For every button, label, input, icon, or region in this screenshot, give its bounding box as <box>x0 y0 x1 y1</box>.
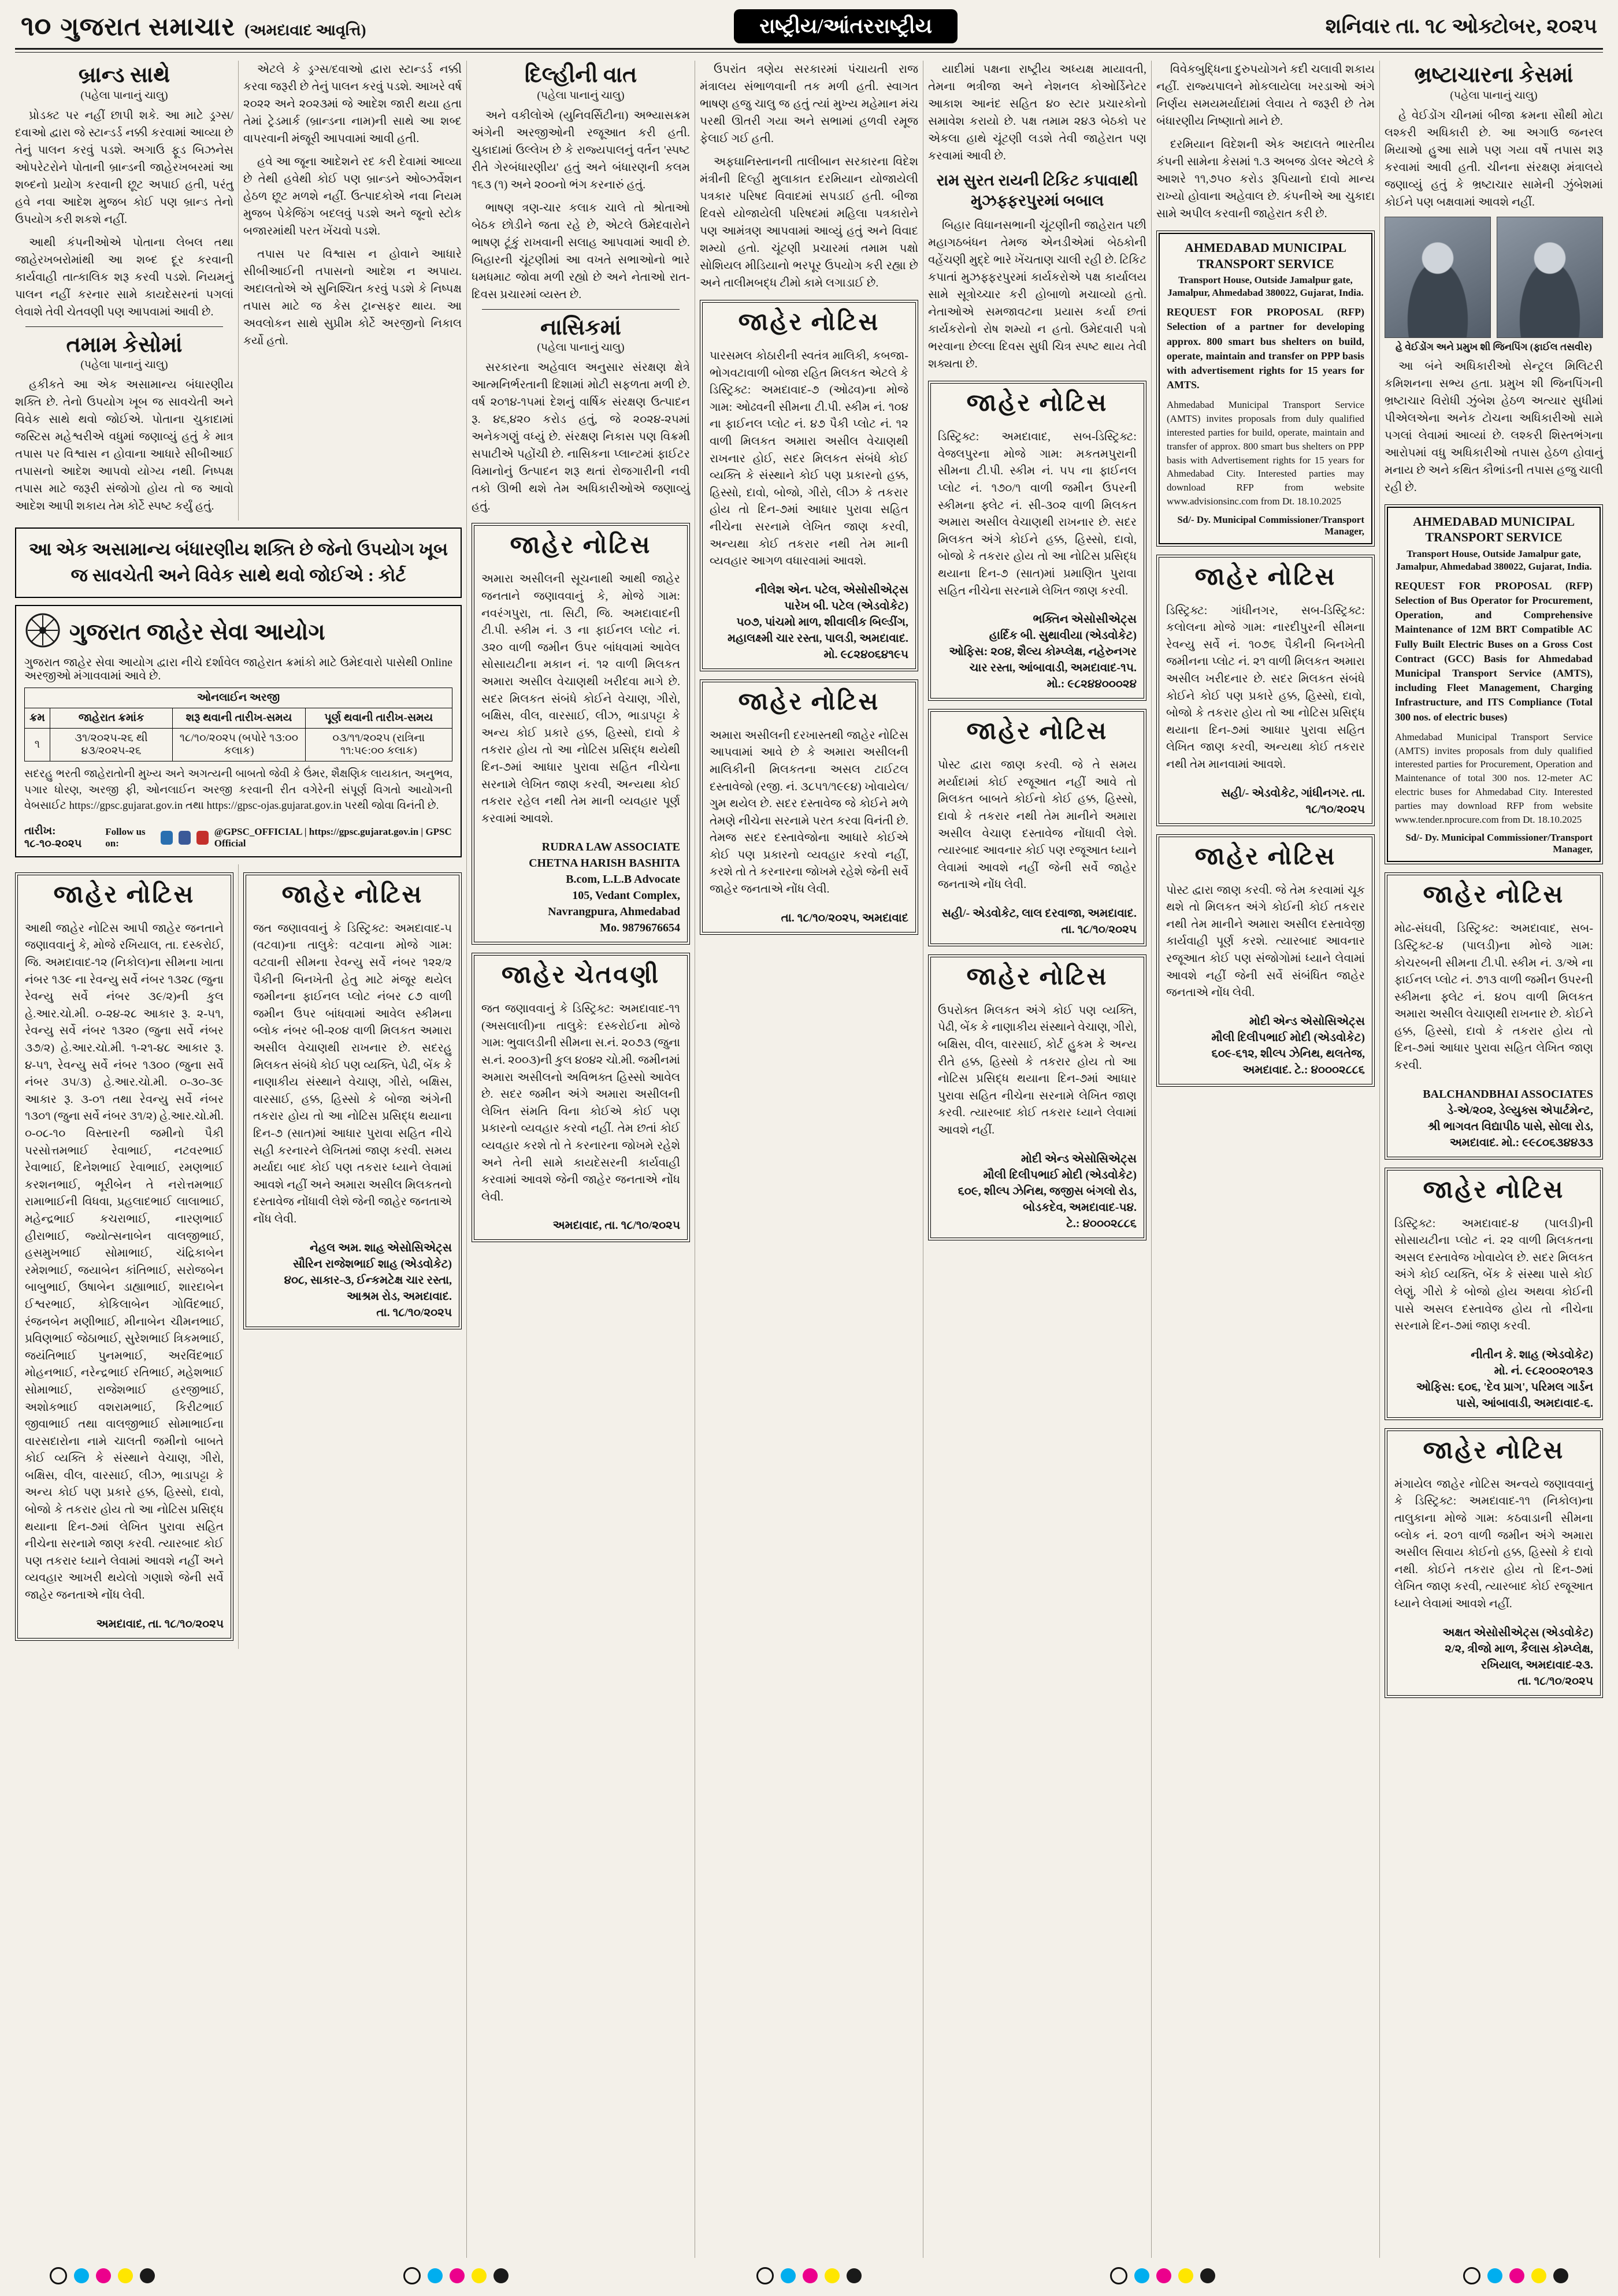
notice-signature <box>1394 1086 1593 1151</box>
continued-from-label: (પહેલા પાનાનું ચાલુ) <box>80 359 168 371</box>
black-dot-icon <box>1200 2268 1215 2283</box>
column-7 <box>1385 61 1603 2258</box>
article-paragraph: વિવેકબુદ્ધિના દુરુપયોગને કદી ચલાવી શકાય નહીં. રાજ્યપાલને મોકલાયેલા ખરડાઓ અંગે નિર્ણય સમયમર્યાદામાં લેવાય તે જરૂરી છે તેમ બંધારણીય નિષ્ણાતો માને છે. <box>1156 63 1375 128</box>
article-continuation <box>1156 61 1375 222</box>
printer-color-marks <box>15 2258 1603 2296</box>
newspaper-title: ગુજરાત સમાચાર <box>60 12 236 41</box>
public-notice <box>928 954 1146 1240</box>
issue-date: શનિવાર તા. ૧૮ ઓક્ટોબર, ૨૦૨૫ <box>1325 14 1597 38</box>
continued-from-label: (પહેલા પાનાનું ચાલુ) <box>537 341 625 354</box>
notice-body: ડિસ્ટ્રિક્ટ: અમદાવાદ-૪ (પાલડી)ની સોસાયટીના પ્લોટ નં. ૨૨ વાળી મિલકતના અસલ દસ્તાવેજ ખોવાયેલ છે. સદર મિલકત અંગે કોઈ વ્યક્તિ, બેંક કે સંસ્થા પાસે કોઈ લેણું, ગીરો કે બોજો હોય અથવા કોઈની પાસે અસલ દસ્તાવેજ હોય તો નીચેના સરનામે દિન-૭માં જાણ કરવી. <box>1394 1217 1593 1333</box>
public-notice <box>15 872 233 1641</box>
notice-signature <box>938 611 1137 692</box>
notice-body: ઉપરોક્ત મિલકત અંગે કોઈ પણ વ્યક્તિ, પેઢી, બેંક કે નાણાકીય સંસ્થાને વેચાણ, ગીરો, બક્ષિસ, વીલ, વારસાઈ, કોર્ટ હુકમ કે અન્ય રીતે હક્ક, હિસ્સો કે તકરાર હોય તો આ નોટિસ પ્રસિદ્ધ થયાના દિન-૭માં આધાર પુરાવા સહિત નીચેના સરનામે લેખિત જાણ કરવી. ત્યારબાદ કોઈ તકરાર ધ્યાને લેવામાં આવશે નહીં. <box>938 1004 1137 1137</box>
table-cell: ૧૮/૧૦/૨૦૨૫ (બપોરે ૧૩:૦૦ કલાક) <box>173 729 305 761</box>
notice-signature: અમદાવાદ, તા. ૧૮/૧૦/૨૦૨૫ <box>552 1219 680 1232</box>
article-paragraph: યાદીમાં પક્ષના રાષ્ટ્રીય અધ્યક્ષ માયાવતી, તેમના ભત્રીજા અને નેશનલ કોઓર્ડિનેટર આકાશ આનંદ સહિત ૪૦ સ્ટાર પ્રચારકોનો સમાવેશ કરાયો છે. પક્ષ તમામ ૨૪૩ બેઠકો પર એકલા હાથે ચૂંટણી લડશે તેવી જાહેરાત પણ કરવામાં આવી છે. <box>928 63 1146 162</box>
amts-organization: AHMEDABAD MUNICIPAL TRANSPORT SERVICE <box>1412 514 1575 545</box>
yellow-dot-icon <box>472 2268 487 2283</box>
notice-signature: સહી/- એડવોકેટ, લાલ દરવાજા, અમદાવાદ. તા. ૧૮/૧૦/૨૦૨૫ <box>941 906 1137 936</box>
article-continuation <box>243 61 462 350</box>
notice-heading: જાહેર નોટિસ <box>966 963 1108 990</box>
amts-rfp-subject: REQUEST FOR PROPOSAL (RFP) Selection of a partner for developing approx. 800 smart bus shelters on build, operate, maintain and transfer on PPP basis with advertisement rights for 15 years for AMTS. <box>1167 306 1364 391</box>
article-all-cases <box>15 333 233 515</box>
public-notice <box>1385 1428 1603 1698</box>
table-cell: ૧ <box>25 729 50 761</box>
column-rule <box>1379 61 1380 2258</box>
notice-signature <box>710 582 908 663</box>
left-pair-top <box>15 61 462 521</box>
gpsc-emblem-icon <box>24 612 61 652</box>
column-2-lower <box>243 864 462 1649</box>
magenta-dot-icon <box>1509 2268 1524 2283</box>
header-rule-thin <box>15 52 1603 53</box>
yellow-dot-icon <box>118 2268 133 2283</box>
amts-signatory: Sd/- Dy. Municipal Commissioner/Transport Manager, <box>1177 514 1364 537</box>
signature-line: ચાર રસ્તા, આંબાવાડી, અમદાવાદ-૧૫. <box>969 662 1137 675</box>
signature-line: ટે.: ૪૦૦૦૨૮૮૬ <box>1066 1217 1137 1230</box>
article-paragraph: અને વકીલોએ (યુનિવર્સિટીના) અભ્યાસક્રમ અંગેની અરજીઓની રજૂઆત કરી હતી. ચુકાદામાં ઉલ્લેખ છે કે રાજ્યપાલનું વર્તન 'સ્પષ્ટ રીતે ગેરબંધારણીય' હતું અને બંધારણની કલમ ૧૬૩ (૧) અને ૨૦૦નો ભંગ કરનારું હતું. <box>472 109 690 191</box>
amts-organization: AHMEDABAD MUNICIPAL TRANSPORT SERVICE <box>1184 240 1347 271</box>
signature-line: અમદાવાદ. મો.: ૯૯૮૦૬૩૪૪૩૩ <box>1449 1136 1593 1149</box>
public-notice <box>928 709 1146 946</box>
header-rule-thick <box>15 48 1603 50</box>
table-cell: ૦૩/૧૧/૨૦૨૫ (રાત્રિના ૧૧:૫૯:૦૦ કલાક) <box>305 729 452 761</box>
column-5 <box>928 61 1146 2258</box>
signature-line: મહાલક્ષ્મી ચાર રસ્તા, પાલડી, અમદાવાદ. <box>728 631 908 645</box>
continued-from-label: (પહેલા પાનાનું ચાલુ) <box>537 89 625 102</box>
notice-signature: તા. ૧૮/૧૦/૨૦૨૫, અમદાવાદ <box>781 911 908 924</box>
notice-body: પોસ્ટ દ્વારા જાણ કરવી. જે તે સમય મર્યાદામાં કોઈ રજૂઆત નહીં આવે તો મિલકત બાબતે કોઈનો કોઈ હક્ક, હિસ્સો, દાવો કે તકરાર નથી તેમ માનીને અમારા અસીલ વેચાણ દસ્તાવેજ નોંધાવી લેશે. ત્યારબાદ આવનાર કોઈ પણ રજૂઆત ધ્યાને લેવામાં આવશે નહીં જેની સર્વે જાહેર જનતાએ નોંધ લેવી. <box>938 759 1137 891</box>
article-subheadline: રામ સુરત રાયની ટિકિટ કપાવાથી મુઝફ્ફરપુરમાં બબાલ <box>936 172 1138 210</box>
amts-rfp-body: Ahmedabad Municipal Transport Service (AMTS) invites proposals from duly qualified interested parties for Procurement, Operation and Maintenance of total 300 nos. 12-meter AC electric buses for Ahmedabad City. Interested parties may download RFP from website www.tender.nprocure.com from Dt. 18.10.2025 <box>1395 731 1593 825</box>
table-cell: ૩૧/૨૦૨૫-૨૬ થી ૪૩/૨૦૨૫-૨૬ <box>50 729 172 761</box>
article-corruption-case <box>1385 63 1603 496</box>
notice-heading: જાહેર નોટિસ <box>53 881 195 908</box>
gpsc-intro: ગુજરાત જાહેર સેવા આયોગ દ્વારા નીચે દર્શાવેલ જાહેરાત ક્રમાંકો માટે ઉમેદવારો પાસેથી Online અરજીઓ મંગાવવામાં આવે છે. <box>24 656 452 683</box>
gpsc-advert-box <box>15 605 462 857</box>
black-dot-icon <box>140 2268 155 2283</box>
amts-rfp-subject: REQUEST FOR PROPOSAL (RFP) Selection of Bus Operator for Procurement, Operation, and Comprehensive Maintenance of 12M BRT Compatible AC Fully Built Electric Buses on a Gross Cost Contract (GCC) Basis for Ahmedabad Municipal Transport Service (AMTS), including Fleet Management, Charging Infrastructure, and ITS Compliance (Total 300 nos. of electric buses) <box>1395 579 1593 723</box>
magenta-dot-icon <box>96 2268 111 2283</box>
signature-line: ભક્તિન એસોસીએટ્સ <box>1033 613 1137 626</box>
signature-line: B.com, L.L.B Advocate <box>566 873 680 886</box>
notice-heading: જાહેર નોટિસ <box>1194 843 1337 870</box>
cyan-dot-icon <box>74 2268 89 2283</box>
facebook-icon <box>179 831 191 845</box>
column-6 <box>1156 61 1375 2258</box>
notice-heading: જાહેર ચેતવણી <box>501 962 660 989</box>
notice-body: પારસમલ કોઠારીની સ્વતંત્ર માલિકી, કબજા-ભોગવટાવાળી બોજા રહિત મિલકત એટલે કે ડિસ્ટ્રિક્ટ: અમદાવાદ-૭ (ઓઢવ)ના મોજે ગામ: ઓઢવની સીમના ટી.પી. સ્કીમ નં. ૧૦૪ ના ફાઈનલ પ્લોટ નં. ૪૭ પૈકી પ્લોટ નં. ૧૨ વાળી મિલકત અમારા અસીલ વેચાણથી રાખનાર હોઈ, સદર મિલકત સંબંધે કોઈ વ્યક્તિ કે સંસ્થાને કોઈ પણ પ્રકારનો હક્ક, હિસ્સો, દાવો, બોજો, ગીરો, લીઝ કે તકરાર હોય તો દિન-૭માં આધાર પુરાવા સહિત નીચેના સરનામે લેખિત જાણ કરવી, અન્યથા કોઈ તકરાર નથી તેમ માની વ્યવહાર આગળ વધારવામાં આવશે. <box>710 350 908 568</box>
notice-heading: જાહેર નોટિસ <box>1423 1437 1565 1464</box>
black-dot-icon <box>493 2268 509 2283</box>
notice-signature <box>1394 1625 1593 1689</box>
notice-body: અમારા અસીલની સૂચનાથી આથી જાહેર જનતાને જણાવવાનું કે, મોજે ગામ: નવરંગપુરા, તા. સિટી, જિ. અમદાવાદની ટી.પી. સ્કીમ નં. ૩ ના ફાઈનલ પ્લોટ નં. ૩૨૦ વાળી જમીન ઉપર બાંધવામાં આવેલ સોસાયટીના મકાન નં. ૧૨ વાળી મિલકત અમારા અસીલ વેચાણથી ખરીદવા માગે છે. સદર મિલકત સંબંધે કોઈને વેચાણ, ગીરો, બક્ષિસ, વીલ, વારસાઈ, લીઝ, ભાડાપટ્ટા કે અન્ય કોઈ પ્રકારે હક્ક, હિસ્સો, દાવો કે તકરાર હોય તો આ નોટિસ પ્રસિદ્ધ થયેથી દિન-૭માં આધાર પુરાવા સહિત નીચેના સરનામે લેખિત જાણ કરવી, અન્યથા કોઈ તકરાર રહેલ નથી તેમ માની વ્યવહાર પૂર્ણ કરવામાં આવશે. <box>481 573 680 825</box>
gpsc-date: તારીખ: ૧૮-૧૦-૨૦૨૫ <box>24 824 82 850</box>
amts-address: Transport House, Outside Jamalpur gate, Jamalpur, Ahmedabad 380022, Gujarat, India. <box>1167 274 1364 299</box>
magenta-dot-icon <box>803 2268 818 2283</box>
column-1 <box>15 61 233 521</box>
notice-heading: જાહેર નોટિસ <box>1194 563 1337 590</box>
signature-line: પાસે, આંબાવાડી, અમદાવાદ-૬. <box>1456 1396 1593 1410</box>
signature-line: નેહલ અમ. શાહ એસોસિએટ્સ <box>310 1241 452 1254</box>
signature-line: ડે-એ/૨૦૨, ડેલ્યુક્સ એપાર્ટમેન્ટ, <box>1447 1104 1593 1117</box>
signature-line: મો. નં. ૯૮૨૦૦૨૦૧૨૩ <box>1494 1364 1593 1377</box>
public-notice <box>700 300 918 671</box>
notice-body: અમારા અસીલની દરખાસ્તથી જાહેર નોટિસ આપવામાં આવે છે કે અમારા અસીલની માલિકીની મિલકતના અસલ ટાઈટલ દસ્તાવેજો (રજી. નં. ૩૮૫૧/૧૯૯૪) ખોવાયેલ/ગુમ થયેલ છે. સદર દસ્તાવેજ જે કોઈને મળે તેમણે નીચેના સરનામે પરત કરવા વિનંતી છે. તેમજ સદર દસ્તાવેજોના આધારે કોઈએ કોઈ પણ પ્રકારનો વ્યવહાર કરવો નહીં, કરશે તો તે કરનારના જોખમે રહેશે જેની સર્વે જાહેર જનતાએ નોંધ લેવી. <box>710 729 908 896</box>
notice-heading: જાહેર નોટિસ <box>966 390 1108 417</box>
signature-line: નીલેશ એન. પટેલ, એસોસીએટ્સ <box>755 583 908 596</box>
gpsc-social-row <box>105 826 452 849</box>
public-notice <box>1385 1168 1603 1420</box>
signature-line: આશ્રમ રોડ, અમદાવાદ. <box>346 1290 452 1303</box>
notice-heading: જાહેર નોટિસ <box>281 881 424 908</box>
left-pair-bottom <box>15 864 462 1649</box>
signature-line: મૌલી દિલીપભાઈ મોદી (એડવોકેટ) <box>983 1168 1137 1182</box>
cyan-dot-icon <box>1487 2268 1502 2283</box>
page-header <box>15 6 1603 48</box>
signature-line: BALCHANDBHAI ASSOCIATES <box>1423 1087 1593 1101</box>
notice-body: ડિસ્ટ્રિક્ટ: ગાંધીનગર, સબ-ડિસ્ટ્રિક્ટ: કલોલના મોજે ગામ: નારદીપુરની સીમના રેવન્યુ સર્વે નં. ૧૦૭૬ પૈકીની બિનખેતી જમીનના પ્લોટ નં. ૨૧ વાળી મિલકત અમારા અસીલ ખરીદનાર છે. સદર મિલકત સંબંધે કોઈને કોઈ પણ પ્રકારે હક્ક, હિસ્સો, દાવો, બોજો કે તકરાર હોય તો આ નોટિસ પ્રસિદ્ધ થયાના દિન-૭માં આધાર પુરાવા સહિત લેખિત જાણ કરવી, અન્યથા કોઈ તકરાર નથી તેમ માનવામાં આવશે. <box>1166 604 1365 771</box>
article-nasik <box>472 315 690 515</box>
signature-line: CHETNA HARISH BASHITA <box>529 857 680 870</box>
signature-line: ૫૦૭, પાંચમો માળ, શીવાલીક બિલ્ડીંગ, <box>736 615 908 629</box>
public-notice <box>472 523 690 945</box>
column-3 <box>472 61 690 2258</box>
gpsc-footer <box>24 825 452 850</box>
left-pair-section <box>15 61 462 2258</box>
gpsc-header <box>24 612 452 652</box>
notice-signature: અમદાવાદ, તા. ૧૮/૧૦/૨૦૨૫ <box>96 1617 224 1630</box>
article-brand <box>15 63 233 321</box>
registration-target-icon <box>50 2267 67 2284</box>
notice-signature <box>253 1240 452 1321</box>
article-paragraph: હવે આ જૂના આદેશને રદ કરી દેવામાં આવ્યા છે તેથી હવેથી કોઈ પણ બ્રાન્ડને ઓબ્ઝર્વેશન હેઠળ છૂટ મળશે નહીં. ઉત્પાદકોએ નવા નિયમ મુજબ પેકેજિંગ બદલવું પડશે અને જૂનો સ્ટોક બજારમાંથી પરત ખેંચવો પડશે. <box>243 155 462 237</box>
registration-target-icon <box>403 2267 421 2284</box>
article-paragraph: આ બંને અધિકારીઓ સેન્ટ્રલ મિલિટરી કમિશનના સભ્ય હતા. પ્રમુખ શી જિનપિંગની ભ્રષ્ટાચાર વિરોધી ઝુંબેશ હેઠળ અત્યાર સુધીમાં પીએલએના અનેક ટોચના અધિકારીઓ સામે પગલાં લેવામાં આવ્યાં છે. લશ્કરી શિસ્તભંગના આરોપમાં વધુ અધિકારીઓ તપાસ હેઠળ હોવાનું મનાય છે અને કથિત કૌભાંડની તપાસ હજુ ચાલી રહી છે. <box>1385 359 1603 494</box>
article-delhi-diary <box>472 63 690 303</box>
article-title: દિલ્હીની વાત <box>524 63 637 87</box>
cyan-dot-icon <box>1134 2268 1149 2283</box>
yellow-dot-icon <box>825 2268 840 2283</box>
public-notice <box>928 381 1146 701</box>
page-columns <box>15 61 1603 2258</box>
notice-heading: જાહેર નોટિસ <box>510 532 652 559</box>
column-header: ક્રમ <box>25 708 50 729</box>
article-title: તમામ કેસોમાં <box>66 332 183 357</box>
amts-address: Transport House, Outside Jamalpur gate, Jamalpur, Ahmedabad 380022, Gujarat, India. <box>1396 548 1592 572</box>
notice-signature <box>1166 1013 1365 1078</box>
masthead-left <box>21 10 366 43</box>
signature-line: હાર્દિક બી. સુથાવીયા (એડવોકેટ) <box>989 629 1137 642</box>
signature-line: મો. ૯૮૨૪૦૬૪૧૯૫ <box>823 648 908 661</box>
notice-body: મંગાયેલ જાહેર નોટિસ અન્વયે જણાવવાનું કે ડિસ્ટ્રિક્ટ: અમદાવાદ-૧૧ (નિકોલ)ના તાલુકાના મોજે ગામ: કઠવાડાની સીમના બ્લોક નં. ૨૦૧ વાળી જમીન અંગે અમારા અસીલ સિવાય કોઈનો હક્ક, હિસ્સો કે દાવો નથી. કોઈને તકરાર હોય તો દિન-૭માં લેખિત જાણ કરવી, ત્યારબાદ કોઈ રજૂઆત ધ્યાને લેવામાં આવશે નહીં. <box>1394 1477 1593 1610</box>
yellow-dot-icon <box>1531 2268 1546 2283</box>
signature-line: તા. ૧૮/૧૦/૨૦૨૫ <box>1517 1674 1593 1688</box>
page-number: ૧૦ <box>21 10 51 42</box>
cmyk-mark-group <box>403 2267 509 2284</box>
public-notice <box>1385 872 1603 1159</box>
follow-us-label: Follow us on: <box>105 826 146 849</box>
article-paragraph: હકીકતે આ એક અસામાન્ય બંધારણીય શક્તિ છે. તેનો ઉપયોગ ખૂબ જ સાવચેતી અને વિવેક સાથે થવો જોઈએ. પોતાના ચુકાદામાં જસ્ટિસ મહેશ્વરીએ વધુમાં જણાવ્યું હતું કે માત્ર તપાસ પર વિશ્વાસ ન હોવાના આધારે સીબીઆઈ તપાસનો આદેશ આપવો યોગ્ય નથી. નિષ્પક્ષ તપાસ માટે જરૂરી સંજોગો હોય તો જ આવો આદેશ આપી શકાય તેમ કોર્ટે સ્પષ્ટ કર્યું હતું. <box>15 378 233 513</box>
notice-body: ડિસ્ટ્રિક્ટ: અમદાવાદ, સબ-ડિસ્ટ્રિક્ટ: વેજલપુરના મોજે ગામ: મકતમપુરાની સીમના ટી.પી. સ્કીમ નં. ૫૫ ના ફાઈનલ પ્લોટ નં. ૧૭૦/૧ વાળી જમીન ઉપરની સ્કીમના ફ્લેટ નં. સી-૩૦૨ વાળી મિલકત અમારા અસીલ વેચાણથી રાખનાર છે. સદર મિલકત અંગે કોઈને હક્ક, હિસ્સો, દાવો, બોજો કે તકરાર હોય તો આ નોટિસ પ્રસિદ્ધ થયાના દિન-૭ (સાત)માં પ્રમાણિત પુરાવા સહિત નીચેના સરનામે લેખિત જાણ કરવી. <box>938 430 1137 597</box>
article-title: નાસિકમાં <box>540 315 621 340</box>
black-dot-icon <box>847 2268 862 2283</box>
registration-target-icon <box>1463 2267 1480 2284</box>
gpsc-note: સદરહુ ભરતી જાહેરાતોની મુખ્ય અને અગત્યની બાબતો જેવી કે ઉંમર, શૈક્ષણિક લાયકાત, અનુભવ, પગાર ધોરણ, અરજી ફી, ઓનલાઈન અરજી કરવાની રીત વગેરેની સંપૂર્ણ વિગતો આયોગની વેબસાઈટ https://gpsc.gujarat.gov.in તથા https://gpsc-ojas.gujarat.gov.in પરથી જોવા વિનંતી છે. <box>24 768 452 812</box>
cmyk-mark-group <box>1110 2267 1215 2284</box>
article-paragraph: ઉપરાંત ત્રણેય સરકારમાં પંચાયતી રાજ મંત્રાલય સંભાળવાની તક મળી હતી. સ્વાગત ભાષણ હજુ ચાલુ જ હતું ત્યાં મુખ્ય મહેમાન મંચ પરથી ઊતરી ગયા અને સભામાં હળવી રમૂજ ફેલાઈ ગઈ હતી. <box>700 63 918 145</box>
column-header: જાહેરાત ક્રમાંક <box>50 708 172 729</box>
photo-official-2 <box>1497 217 1603 338</box>
youtube-icon <box>196 831 209 845</box>
article-paragraph: અફઘાનિસ્તાનની તાલીબાન સરકારના વિદેશ મંત્રીની દિલ્હી મુલાકાત દરમિયાન યોજાયેલી પત્રકાર પરિષદ વિવાદમાં સપડાઈ હતી. બીજા દિવસે યોજાયેલી પરિષદમાં મહિલા પત્રકારોને પણ આમંત્રણ આપવામાં આવ્યું હતું અને વિવાદ શમ્યો હતો. ચૂંટણી પ્રચારમાં તમામ પક્ષો સોશિયલ મીડિયાનો ભરપૂર ઉપયોગ કરી રહ્યા છે અને તાલીમબદ્ધ ટીમો કામે લગાડાઈ છે. <box>700 155 918 289</box>
registration-target-icon <box>1110 2267 1127 2284</box>
public-warning-notice <box>472 953 690 1242</box>
signature-line: મોદી એન્ડ એસોસિએટ્સ <box>1020 1152 1137 1165</box>
signature-line: મોદી એન્ડ એસોસિએટ્સ <box>1249 1015 1365 1028</box>
notice-body: આથી જાહેર નોટિસ આપી જાહેર જનતાને જણાવવાનું કે, મોજે રખિયાલ, તા. દસ્કરોઈ, જિ. અમદાવાદ-૧૨ (નિકોલ)ના સીમના ખાતા નંબર ૧૩૯ ના રેવન્યુ સર્વે નંબર ૧૩૨૮ (જુના રેવન્યુ સર્વે નંબર ૩૯/૨)ની કુલ હે.આર.ચો.મી. ૦-૨૪-૨૮ આકાર રૂ. ૨-૫૧, રેવન્યુ સર્વે નંબર ૧૩૨૦ (જુના સર્વે નંબર ૩૭/૨) હે.આર.ચો.મી. ૧-૨૧-૪૮ આકાર રૂ. ૪-૫૧, રેવન્યુ સર્વે નંબર ૧૩૦૦ (જુના સર્વે નંબર ૩૫/૩) હે.આર.ચો.મી. ૦-૩૦-૩૯ આકાર રૂ. ૩-૦૧ તથા રેવન્યુ સર્વે નંબર ૧૩૦૧ (જુના સર્વે નંબર ૩૧/૨) હે.આર.ચો.મી. ૦-૦૮-૧૦ વિસ્તારની જમીનો પૈકી પરસોત્તમભાઈ રેવાભાઈ, નટવરભાઈ રેવાભાઈ, દિનેશભાઈ રેવાભાઈ, રમણભાઈ કરશનભાઈ, ભૂરીબેન તે નરોત્તમભાઈ રામાભાઈની વિધવા, પ્રહલાદભાઈ લાલાભાઈ, મહેન્દ્રભાઈ કચરાભાઈ, નારણભાઈ હીરાભાઈ, જ્યોત્સનાબેન વાલજીભાઈ, હસમુખભાઈ સોમાભાઈ, ચંદ્રિકાબેન રમેશભાઈ, જયાબેન કાંતિભાઈ, સરોજબેન બાબુભાઈ, ઉષાબેન ડાહ્યાભાઈ, શારદાબેન ઈશ્વરભાઈ, કોકિલાબેન ગોવિંદભાઈ, રંજનબેન મણીભાઈ, મીનાબેન ચીમનભાઈ, પ્રવિણભાઈ જેઠાભાઈ, સુરેશભાઈ ત્રિકમભાઈ, જયંતિભાઈ પુનમભાઈ, અરવિંદભાઈ મોહનભાઈ, નરેન્દ્રભાઈ રતિભાઈ, મહેશભાઈ સોમાભાઈ, રાજેશભાઈ હરજીભાઈ, અશોકભાઈ વશરામભાઈ, કિરીટભાઈ જીવાભાઈ તથા વાલજીભાઈ સોમાભાઈના વારસદારોના નામે ચાલતી જમીનો બાબતે કોઈ વ્યક્તિ કે સંસ્થાને વેચાણ, ગીરો, બક્ષિસ, વીલ, વારસાઈ, લીઝ, ભાડાપટ્ટા કે અન્ય કોઈ પણ પ્રકારે હક્ક, હિસ્સો, દાવો, બોજો કે તકરાર હોય તો આ નોટિસ પ્રસિદ્ધ થયાના દિન-૭માં લેખિત પુરાવા સહિત નીચેના સરનામે જાણ કરવી. ત્યારબાદ કોઈ પણ તકરાર ધ્યાને લેવામાં આવશે નહીં અને વ્યવહાર આખરી થયેલો ગણાશે જેની સર્વે જાહેર જનતાએ નોંધ લેવી. <box>25 922 224 1602</box>
public-notice <box>700 679 918 935</box>
court-quote-box: આ એક અસામાન્ય બંધારણીય શક્તિ છે જેનો ઉપયોગ ખૂબ જ સાવચેતી અને વિવેક સાથે થવો જોઈએ : કોર્ટ <box>15 527 462 598</box>
signature-line: પારેખ બી. પટેલ (એડવોકેટ) <box>784 599 908 612</box>
column-header: પૂર્ણ થવાની તારીખ-સમય <box>305 708 452 729</box>
article-paragraph: દરમિયાન વિદેશની એક અદાલતે ભારતીય કંપની સામેના કેસમાં ૧.૩ અબજ ડોલર એટલે કે આશરે ૧૧,૭૫૦ કરોડ રૂપિયાનો દાવો માન્ય રાખ્યો હોવાના અહેવાલ છે. કંપનીએ આ ચુકાદા સામે અપીલ કરવાની જાહેરાત કરી છે. <box>1156 138 1375 220</box>
column-rule <box>238 864 239 1649</box>
yellow-dot-icon <box>1178 2268 1193 2283</box>
article-paragraph: સરકારના અહેવાલ અનુસાર સંરક્ષણ ક્ષેત્રે આત્મનિર્ભરતાની દિશામાં મોટી સફળતા મળી છે. વર્ષ ૨૦૧૪-૧૫માં દેશનું વાર્ષિક સંરક્ષણ ઉત્પાદન રૂ. ૪૬,૪૨૦ કરોડ હતું, જે ૨૦૨૪-૨૫માં અનેકગણું વધ્યું છે. સંરક્ષણ નિકાસ પણ વિક્રમી સપાટીએ પહોંચી છે. નાસિકના પ્લાન્ટમાં ફાઈટર વિમાનોનું ઉત્પાદન શરૂ થતાં રોજગારીની નવી તકો ઊભી થશે તેમ અધિકારીઓએ જણાવ્યું હતું. <box>472 361 690 513</box>
article-paragraph: આથી કંપનીઓએ પોતાના લેબલ તથા જાહેરખબરોમાંથી આ શબ્દ દૂર કરવાની કાર્યવાહી તાત્કાલિક શરૂ કરવી પડશે. નિયમનું પાલન નહીં કરનાર સામે કાયદેસરનાં પગલાં લેવાશે તેવી ચેતવણી પણ આપવામાં આવી છે. <box>15 236 233 318</box>
signature-line: અક્ષત એસોસીએટ્સ (એડવોકેટ) <box>1442 1626 1593 1639</box>
article-title: ભ્રષ્ટાચારના કેસમાં <box>1414 63 1574 87</box>
cmyk-mark-group <box>50 2267 155 2284</box>
article-continuation <box>700 61 918 292</box>
article-paragraph: હે વેઈડોંગ ચીનમાં બીજા ક્રમના સૌથી મોટા લશ્કરી અધિકારી છે. આ અગાઉ જનરલ મિયાઓ હુઆ સામે પણ ગયા વર્ષે તપાસ શરૂ કરવામાં આવી હતી. ચીનના સંરક્ષણ મંત્રાલયે જણાવ્યું હતું કે ભ્રષ્ટાચાર સામેની ઝુંબેશમાં કોઈને પણ બક્ષવામાં આવશે નહીં. <box>1385 109 1603 209</box>
notice-heading: જાહેર નોટિસ <box>966 718 1108 745</box>
signature-line: શ્રી ભાગવત વિદ્યાપીઠ પાસે, સોલા રોડ, <box>1427 1120 1593 1133</box>
cmyk-mark-group <box>1463 2267 1568 2284</box>
signature-line: મૌલી દિલીપભાઈ મોદી (એડવોકેટ) <box>1211 1031 1365 1044</box>
signature-line: ૬૦૯, શીલ્પ ઝેનિથ, જજીસ બંગલો રોડ, <box>958 1184 1137 1198</box>
notice-heading: જાહેર નોટિસ <box>1423 1176 1565 1203</box>
notice-body: જત જણાવવાનું કે ડિસ્ટ્રિક્ટ: અમદાવાદ-૧૧ (અસલાલી)ના તાલુકે: દસ્કરોઈના મોજે ગામ: ભુવાલડીની સીમના સ.નં. ૨૦૭૩ (જુના સ.નં. ૨૦૦૩)ની કુલ ૪૦૪૨ ચો.મી. જમીનમાં અમારા અસીલનો અવિભક્ત હિસ્સો આવેલ છે. સદર જમીન અંગે અમારા અસીલની લેખિત સંમતિ વિના કોઈએ કોઈ પણ પ્રકારનો વ્યવહાર કરવો નહીં. તેમ છતાં કોઈ વ્યવહાર કરશે તો તે કરનારના જોખમે રહેશે અને તેની સામે કાયદેસરની કાર્યવાહી કરવામાં આવશે જેની જાહેર જનતાએ નોંધ લેવી. <box>481 1002 680 1203</box>
signature-line: ૬૦૯-૬૧૨, શીલ્પ ઝેનિથ, થલતેજ, <box>1211 1047 1365 1060</box>
column-2 <box>243 61 462 521</box>
gpsc-schedule-table <box>24 688 452 761</box>
notice-heading: જાહેર નોટિસ <box>1423 882 1565 909</box>
column-header: શરૂ થવાની તારીખ-સમય <box>173 708 305 729</box>
article-paragraph: એટલે કે ડ્રગ્સ/દવાઓ દ્વારા સ્ટાન્ડર્ડ નક્કી કરવા જરૂરી છે તેનું પાલન કરવું પડશે. આખરે વર્ષ ૨૦૨૨ અને ૨૦૨૩માં જે આદેશ જારી થયા હતા તેમાં ટ્રેડમાર્ક (બ્રાન્ડના નામ)ની સાથે આ શબ્દ વાપરવાની મંજૂરી આપવામાં આવી હતી. <box>243 63 462 145</box>
article-separator <box>482 309 680 310</box>
table-caption: ઓનલાઈન અરજી <box>25 688 452 708</box>
public-notice <box>243 872 462 1329</box>
signature-line: ૪૦૮, સાકાર-૩, ઈન્કમટેક્ષ ચાર રસ્તા, <box>284 1273 452 1287</box>
notice-body: પોસ્ટ દ્વારા જાણ કરવી. જે તેમ કરવામાં ચૂક થશે તો મિલકત અંગે કોઈની કોઈ તકરાર નથી તેમ માનીને અમારા અસીલ દસ્તાવેજી કાર્યવાહી પૂર્ણ કરશે. ત્યારબાદ આવનાર રજૂઆત કોઈ પણ સંજોગોમાં ધ્યાને લેવામાં આવશે નહીં જેની સર્વે સંબંધિત જાહેર જનતાએ નોંધ લેવી. <box>1166 883 1365 1000</box>
article-paragraph: પ્રોડક્ટ પર નહીં છાપી શકે. આ માટે ડ્રગ્સ/દવાઓ દ્વારા જે સ્ટાન્ડર્ડ નક્કી કરવામાં આવ્યા છે તેનું પાલન કરવું પડશે. અગાઉ ફૂડ બિઝનેસ ઓપરેટરોને પોતાની બ્રાન્ડની જાહેરખબરમાં આ શબ્દનો પ્રયોગ કરવાની છૂટ અપાઈ હતી, પરંતુ હવે નવા આદેશ મુજબ કોઈ પણ બ્રાન્ડ તેનો ઉપયોગ કરી શકશે નહીં. <box>15 109 233 226</box>
signature-line: 105, Vedant Complex, <box>572 889 680 902</box>
notice-body: મોઢ-સંઘવી, ડિસ્ટ્રિક્ટ: અમદાવાદ, સબ-ડિસ્ટ્રિક્ટ-૪ (પાલડી)ના મોજે ગામ: કોચરબની સીમના ટી.પી. સ્કીમ નં. ૩/એ ના ફાઈનલ પ્લોટ નં. ૭૧૩ વાળી જમીન ઉપરની સ્કીમના ફ્લેટ નં. ૪૦૫ વાળી મિલકત અમારા અસીલ વેચાણથી રાખનાર છે. કોઈને હક્ક, હિસ્સો, દાવો કે તકરાર હોય તો દિન-૭માં આધાર પુરાવા સહિત લેખિત જાણ કરવી. <box>1394 922 1593 1072</box>
article-photos <box>1385 217 1603 338</box>
column-rule <box>238 61 239 521</box>
amts-rfp-body: Ahmedabad Municipal Transport Service (AMTS) invites proposals from duly qualified interested parties for build, operate, maintain and transfer of approx. 800 smart bus shelters on PPP basis with Advertisement rights for 15 years for Ahmedabad City. Interested parties may download RFP from website www.advisionsinc.com from Dt. 18.10.2025 <box>1167 399 1364 507</box>
article-continuation <box>928 61 1146 165</box>
signature-line: મો.: ૯૮૨૪૪૦૦૦૨૪ <box>1046 678 1137 691</box>
notice-heading: જાહેર નોટિસ <box>738 688 880 715</box>
cyan-dot-icon <box>781 2268 796 2283</box>
photo-official-1 <box>1385 217 1491 338</box>
cyan-dot-icon <box>428 2268 443 2283</box>
notice-signature <box>938 1151 1137 1232</box>
black-dot-icon <box>1553 2268 1568 2283</box>
cmyk-mark-group <box>756 2267 862 2284</box>
continued-from-label: (પહેલા પાનાનું ચાલુ) <box>1450 89 1538 102</box>
twitter-icon <box>161 831 173 845</box>
section-title: રાષ્ટ્રીય/આંતરરાષ્ટ્રીય <box>734 9 958 43</box>
article-paragraph: બિહાર વિધાનસભાની ચૂંટણીની જાહેરાત પછી મહાગઠબંધન તેમજ એનડીએમાં બેઠકોની વહેંચણી મુદ્દે ભારે ખેંચતાણ ચાલી રહી છે. ટિકિટ કપાતાં મુઝફ્ફરપુરમાં કાર્યકરોએ પક્ષ કાર્યાલય સામે સૂત્રોચ્ચાર કરી હોબાળો મચાવ્યો હતો. નેતાઓએ સમજાવટના પ્રયાસ કર્યા છતાં કાર્યકરોનો રોષ શમ્યો ન હતો. ઉમેદવારી પત્રો ભરવાના છેલ્લા દિવસ સુધી ચિત્ર સ્પષ્ટ થાય તેવી શક્યતા છે. <box>928 219 1146 371</box>
signature-line: તા. ૧૮/૧૦/૨૦૨૫ <box>376 1306 452 1319</box>
notice-signature <box>1394 1347 1593 1411</box>
photo-caption: હે વેઈડોંગ અને પ્રમુખ શી જિનપિંગ (ફાઈલ તસવીર) <box>1396 341 1592 352</box>
notice-heading: જાહેર નોટિસ <box>738 309 880 336</box>
column-rule <box>466 61 467 2258</box>
article-paragraph: ભાષણ ત્રણ-ચાર કલાક ચાલે તો શ્રોતાઓ બેઠક છોડીને જતા રહે છે, એટલે ઉમેદવારોને ભાષણ ટૂંકું રાખવાની સલાહ આપવામાં આવી છે. બિહારની ચૂંટણીમાં આ વખતે સભાઓનો ભારે ધમધમાટ જોવા મળી રહ્યો છે અને નેતાઓ રાત-દિવસ પ્રચારમાં વ્યસ્ત છે. <box>472 201 690 301</box>
notice-body: જત જણાવવાનું કે ડિસ્ટ્રિક્ટ: અમદાવાદ-૫ (વટવા)ના તાલુકે: વટવાના મોજે ગામ: વટવાની સીમના રેવન્યુ સર્વે નંબર ૧૨૨/૨ પૈકીની બિનખેતી હેતુ માટે મંજૂર થયેલ જમીનના ફાઈનલ પ્લોટ નંબર ૮૭ વાળી જમીન ઉપર બાંધવામાં આવેલ સ્કીમના બ્લોક નંબર બી-૨૦૪ વાળી મિલકત અમારા અસીલ વેચાણથી રાખનાર છે. સદરહુ મિલકત સંબંધે કોઈ પણ વ્યક્તિ, પેઢી, બેંક કે નાણાકીય સંસ્થાને વેચાણ, ગીરો, બક્ષિસ, વારસાઈ, હક્ક, હિસ્સો કે બોજા અંગેની તકરાર હોય તો આ નોટિસ પ્રસિદ્ધ થયાના દિન-૭ (સાત)માં આધાર પુરાવા સહિત નીચે સહી કરનારને લેખિતમાં જાણ કરવી. સમય મર્યાદા બાદ કોઈ પણ તકરાર ધ્યાને લેવામાં આવશે નહીં અને અમારા અસીલ મિલકતનો દસ્તાવેજ નોંધાવી લેશે જેની જાહેર જનતાએ નોંધ લેવી. <box>253 922 452 1225</box>
column-4 <box>700 61 918 2258</box>
column-1-lower <box>15 864 233 1649</box>
signature-line: સૌરિન રાજેશભાઈ શાહ (એડવોકેટ) <box>292 1257 452 1270</box>
magenta-dot-icon <box>450 2268 465 2283</box>
signature-line: ૨/૨, ત્રીજો માળ, કૈલાસ કોમ્પ્લેક્ષ, <box>1445 1642 1593 1655</box>
continued-from-label: (પહેલા પાનાનું ચાલુ) <box>80 89 168 102</box>
signature-line: Navrangpura, Ahmedabad <box>548 905 680 919</box>
amts-rfp-buses-box <box>1385 504 1603 865</box>
amts-signatory: Sd/- Dy. Municipal Commissioner/Transport Manager, <box>1405 832 1593 855</box>
amts-rfp-shelters-box <box>1156 231 1375 547</box>
magenta-dot-icon <box>1156 2268 1171 2283</box>
signature-line: Mo. 9879676654 <box>600 922 680 935</box>
gpsc-title: ગુજરાત જાહેર સેવા આયોગ <box>69 619 325 645</box>
signature-line: ઓફિસ: ૨૦૪, શૈલ્ય કોમ્પ્લેક્ષ, નહેરુનગર <box>949 645 1137 659</box>
article-separator <box>25 326 223 327</box>
public-notice <box>1156 555 1375 826</box>
article-paragraph: તપાસ પર વિશ્વાસ ન હોવાને આધારે સીબીઆઈની તપાસનો આદેશ ન અપાય. અદાલતોએ એ સુનિશ્ચિત કરવું પડશે કે નિષ્પક્ષ તપાસ માટે જ કેસ ટ્રાન્સફર થાય. આ અવલોકન સાથે સુપ્રીમ કોર્ટે અરજીનો નિકાલ કર્યો હતો. <box>243 248 462 347</box>
column-rule <box>1151 61 1152 2258</box>
signature-line: બોડકદેવ, અમદાવાદ-૫૪. <box>1023 1201 1137 1214</box>
signature-line: RUDRA LAW ASSOCIATE <box>541 841 680 854</box>
public-notice <box>1156 834 1375 1087</box>
signature-line: રખિયાલ, અમદાવાદ-૨૩. <box>1480 1658 1593 1671</box>
signature-line: ઓફિસ: ૬૦૬, 'દેવ પ્રાગ', પરિમલ ગાર્ડન <box>1416 1380 1593 1394</box>
table-row <box>25 729 452 761</box>
registration-target-icon <box>756 2267 774 2284</box>
signature-line: અમદાવાદ. ટે.: ૪૦૦૦૨૮૮૬ <box>1242 1063 1365 1076</box>
gpsc-handles: @GPSC_OFFICIAL | https://gpsc.gujarat.gov.in | GPSC Official <box>214 826 452 849</box>
signature-line: નીતીન કે. શાહ (એડવોકેટ) <box>1471 1348 1593 1361</box>
notice-signature <box>481 839 680 936</box>
notice-signature: સહી/- એડવોકેટ, ગાંધીનગર. તા. ૧૮/૧૦/૨૦૨૫ <box>1221 786 1365 816</box>
article-title: બ્રાન્ડ સાથે <box>78 63 170 87</box>
edition-label: (અમદાવાદ આવૃત્તિ) <box>244 21 366 39</box>
